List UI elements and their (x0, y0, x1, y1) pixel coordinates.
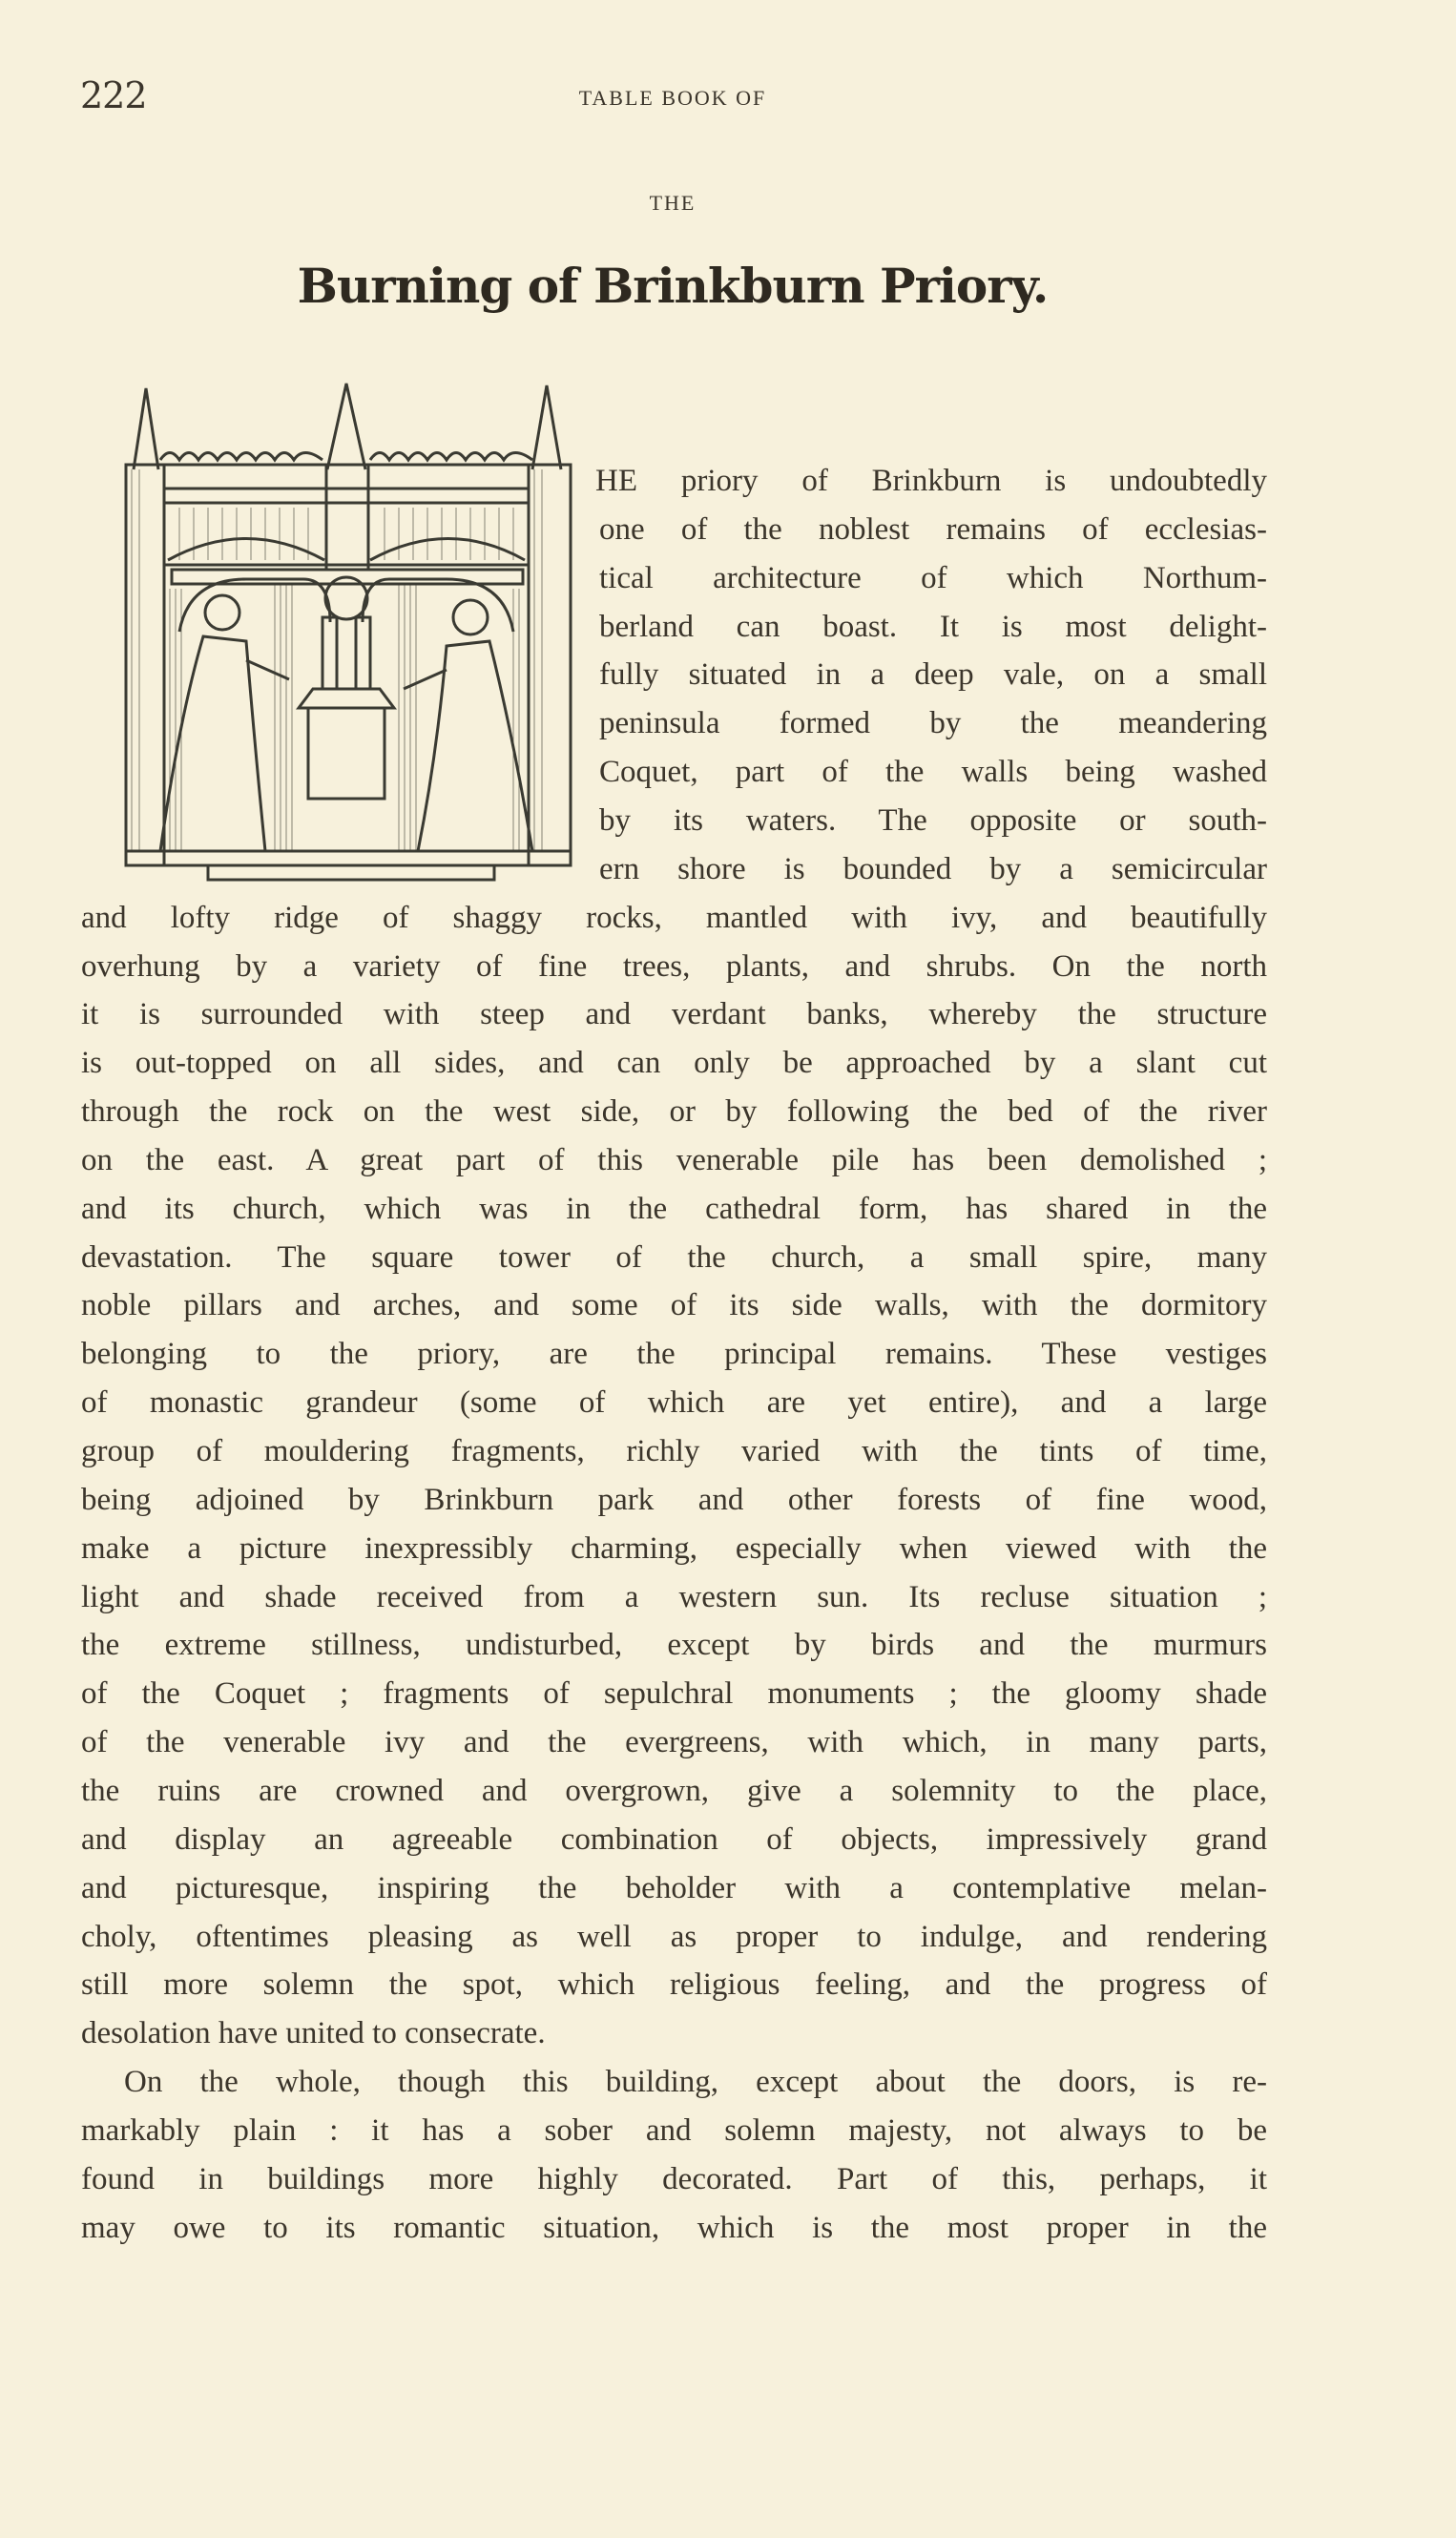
text-line: devastation. The square tower of the church, a small spire, many (81, 1239, 1267, 1275)
text-line: may owe to its romantic situation, which is the most proper in the (81, 2210, 1267, 2245)
text-line: markably plain : it has a sober and solemn majesty, not always to be (81, 2112, 1267, 2148)
text-line: by its waters. The opposite or south- (599, 802, 1267, 838)
text-line: group of mouldering fragments, richly varied with the tints of time, (81, 1434, 1267, 1468)
page-number: 222 (80, 74, 147, 116)
text-line: light and shade received from a western sun. Its recluse situation ; (81, 1579, 1267, 1614)
text-line: and lofty ridge of shaggy rocks, mantled with ivy, and beautifully (81, 900, 1267, 935)
text-line: ern shore is bounded by a semicircular (599, 851, 1267, 886)
woodcut-drop-cap-illustration (113, 374, 580, 894)
text-line: desolation have united to consecrate. (81, 2016, 546, 2051)
title-article: THE (649, 191, 697, 215)
text-line: noble pillars and arches, and some of its side walls, with the dormitory (81, 1288, 1267, 1323)
text-line: of monastic grandeur (some of which are yet entire), and a large (81, 1385, 1267, 1421)
text-line: the ruins are crowned and overgrown, give a solemnity to the place, (81, 1773, 1267, 1808)
text-line: found in buildings more highly decorated. Part of this, perhaps, it (81, 2161, 1267, 2196)
text-line: and its church, which was in the cathedral form, has shared in the (81, 1191, 1267, 1226)
text-line: belonging to the priory, are the principal remains. These vestiges (81, 1337, 1267, 1372)
text-line: and picturesque, inspiring the beholder with a contemplative melan- (81, 1870, 1267, 1905)
running-title: TABLE BOOK OF (578, 86, 767, 110)
text-line: choly, oftentimes pleasing as well as proper to indulge, and rendering (81, 1919, 1267, 1954)
text-line: and display an agreeable combination of objects, impressively grand (81, 1821, 1267, 1857)
text-line: on the east. A great part of this venerable pile has been demolished ; (81, 1142, 1267, 1177)
text-line: one of the noblest remains of ecclesias- (599, 511, 1267, 547)
text-line: through the rock on the west side, or by following the bed of the river (81, 1094, 1267, 1130)
text-line: make a picture inexpressibly charming, especially when viewed with the (81, 1530, 1267, 1566)
text-line: of the Coquet ; fragments of sepulchral monuments ; the gloomy shade (81, 1676, 1267, 1712)
text-line: On the whole, though this building, except about the doors, is re- (124, 2065, 1267, 2100)
text-line: overhung by a variety of fine trees, plants, and shrubs. On the north (81, 948, 1267, 984)
text-line: being adjoined by Brinkburn park and other forests of fine wood, (81, 1482, 1267, 1517)
text-line: fully situated in a deep vale, on a small (599, 657, 1267, 693)
text-line: Coquet, part of the walls being washed (599, 755, 1267, 790)
chapter-title: Burning of Brinkburn Priory. (297, 258, 1049, 314)
text-line: it is surrounded with steep and verdant banks, whereby the structure (81, 997, 1267, 1032)
text-line: HE priory of Brinkburn is undoubtedly (595, 464, 1267, 498)
text-line: tical architecture of which Northum- (599, 560, 1267, 595)
text-line: berland can boast. It is most delight- (599, 609, 1267, 644)
text-line: is out-topped on all sides, and can only be approached by a slant cut (81, 1046, 1267, 1081)
text-line: of the venerable ivy and the evergreens, with which, in many parts, (81, 1725, 1267, 1760)
text-line: the extreme stillness, undisturbed, except by birds and the murmurs (81, 1628, 1267, 1663)
text-line: peninsula formed by the meandering (599, 706, 1267, 741)
text-line: still more solemn the spot, which religious feeling, and the progress of (81, 1967, 1267, 2003)
